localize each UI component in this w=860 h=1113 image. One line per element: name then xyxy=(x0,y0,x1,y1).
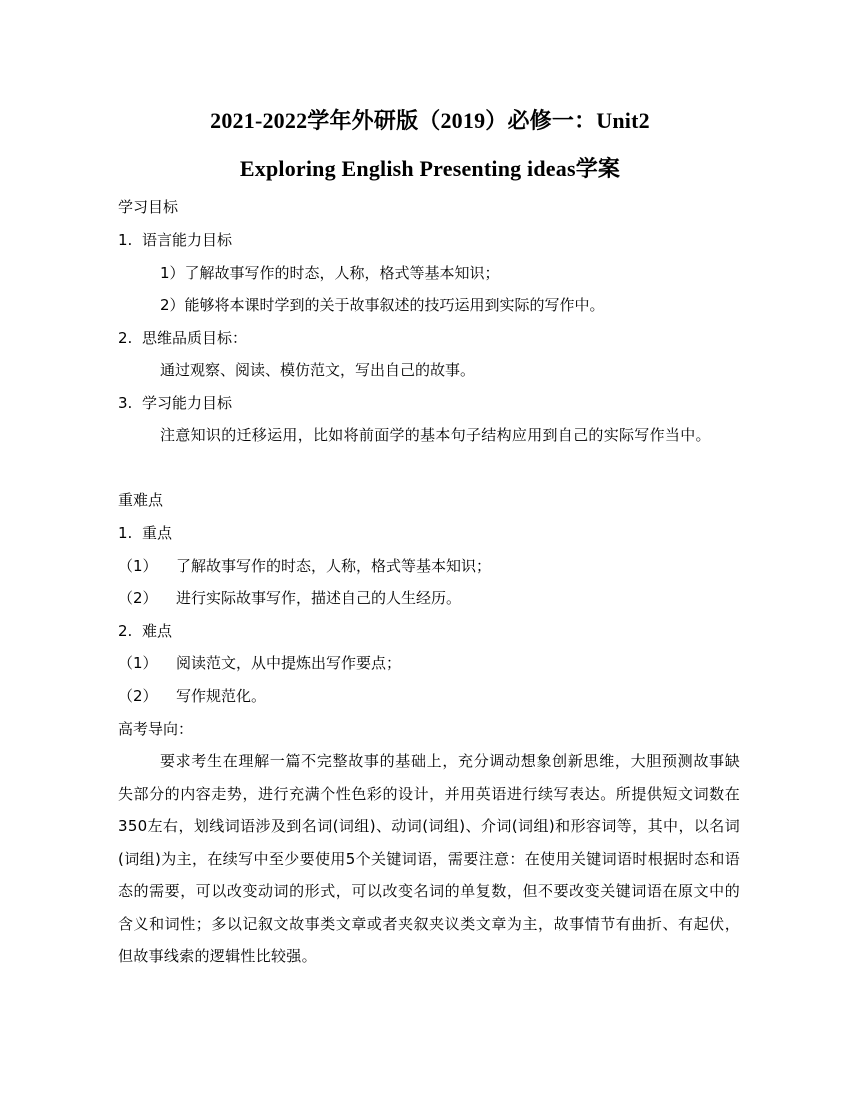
focus-point-2-number: （2） xyxy=(118,589,158,607)
focus-point-1 xyxy=(118,556,491,576)
title-line-2: Exploring English Presenting ideas学案 xyxy=(239,156,621,181)
focus-point-2-text: 进行实际故事写作，描述自己的人生经历。 xyxy=(176,589,462,607)
difficulty-point-2-number: （2） xyxy=(118,687,158,705)
objective-item-3-label: 学习能力目标 xyxy=(142,394,233,412)
exam-guide-heading: 高考导向： xyxy=(118,720,194,738)
difficulty-heading xyxy=(118,621,172,641)
objective-item-2-label: 思维品质目标： xyxy=(142,329,248,347)
focus-point-1-number: （1） xyxy=(118,557,158,575)
objective-item-1-sub-1: 1）了解故事写作的时态，人称，格式等基本知识； xyxy=(160,264,500,282)
difficulty-point-2 xyxy=(118,686,266,706)
objective-item-3-text: 注意知识的迁移运用，比如将前面学的基本句子结构应用到自己的实际写作当中。 xyxy=(160,426,711,444)
exam-guide-text: 要求考生在理解一篇不完整故事的基础上，充分调动想象创新思维，大胆预测故事缺失部分的内容走势，进行充满个性色彩的设计，并用英语进行续写表达。所提供短文词数在350左右，划线词语涉及到名词(词组)、动词(词组)、介词(词组)和形容词等，其中，以名词(词组)为主，在续写中至少要使用5个关键词语，需要注意：在使用关键词语时根据时态和语态的需要，可以改变动词的形式，可以改变名词的单复数，但不要改变关键词语在原文中的含义和词性；多以记叙文故事类文章或者夹叙夹议类文章为主，故事情节有曲折、有起伏，但故事线索的逻辑性比较强。 xyxy=(118,752,740,965)
difficulty-point-1-text: 阅读范文，从中提炼出写作要点； xyxy=(176,654,402,672)
key-points-heading: 重难点 xyxy=(118,491,164,509)
objective-item-1-sub-2: 2）能够将本课时学到的关于故事叙述的技巧运用到实际的写作中。 xyxy=(160,296,605,314)
objectives-heading: 学习目标 xyxy=(118,198,179,216)
title-line-1: 2021-2022学年外研版（2019）必修一：Unit2 xyxy=(210,108,650,133)
objective-item-1-number: 1. xyxy=(118,231,133,249)
difficulty-point-1-number: （1） xyxy=(118,654,158,672)
focus-point-1-text: 了解故事写作的时态，人称，格式等基本知识； xyxy=(176,557,492,575)
difficulty-point-1 xyxy=(118,653,401,673)
objective-item-2 xyxy=(118,328,247,348)
difficulty-point-2-text: 写作规范化。 xyxy=(176,687,267,705)
difficulty-number: 2. xyxy=(118,622,133,640)
objective-item-1-label: 语言能力目标 xyxy=(142,231,233,249)
objective-item-3 xyxy=(118,393,232,413)
difficulty-label: 难点 xyxy=(142,622,173,640)
objective-item-3-number: 3. xyxy=(118,394,133,412)
focus-number: 1. xyxy=(118,524,133,542)
focus-point-2 xyxy=(118,588,461,608)
objective-item-2-text: 通过观察、阅读、模仿范文，写出自己的故事。 xyxy=(160,361,476,379)
objective-item-2-number: 2. xyxy=(118,329,133,347)
objective-item-1 xyxy=(118,230,232,250)
focus-heading xyxy=(118,523,172,543)
focus-label: 重点 xyxy=(142,524,173,542)
